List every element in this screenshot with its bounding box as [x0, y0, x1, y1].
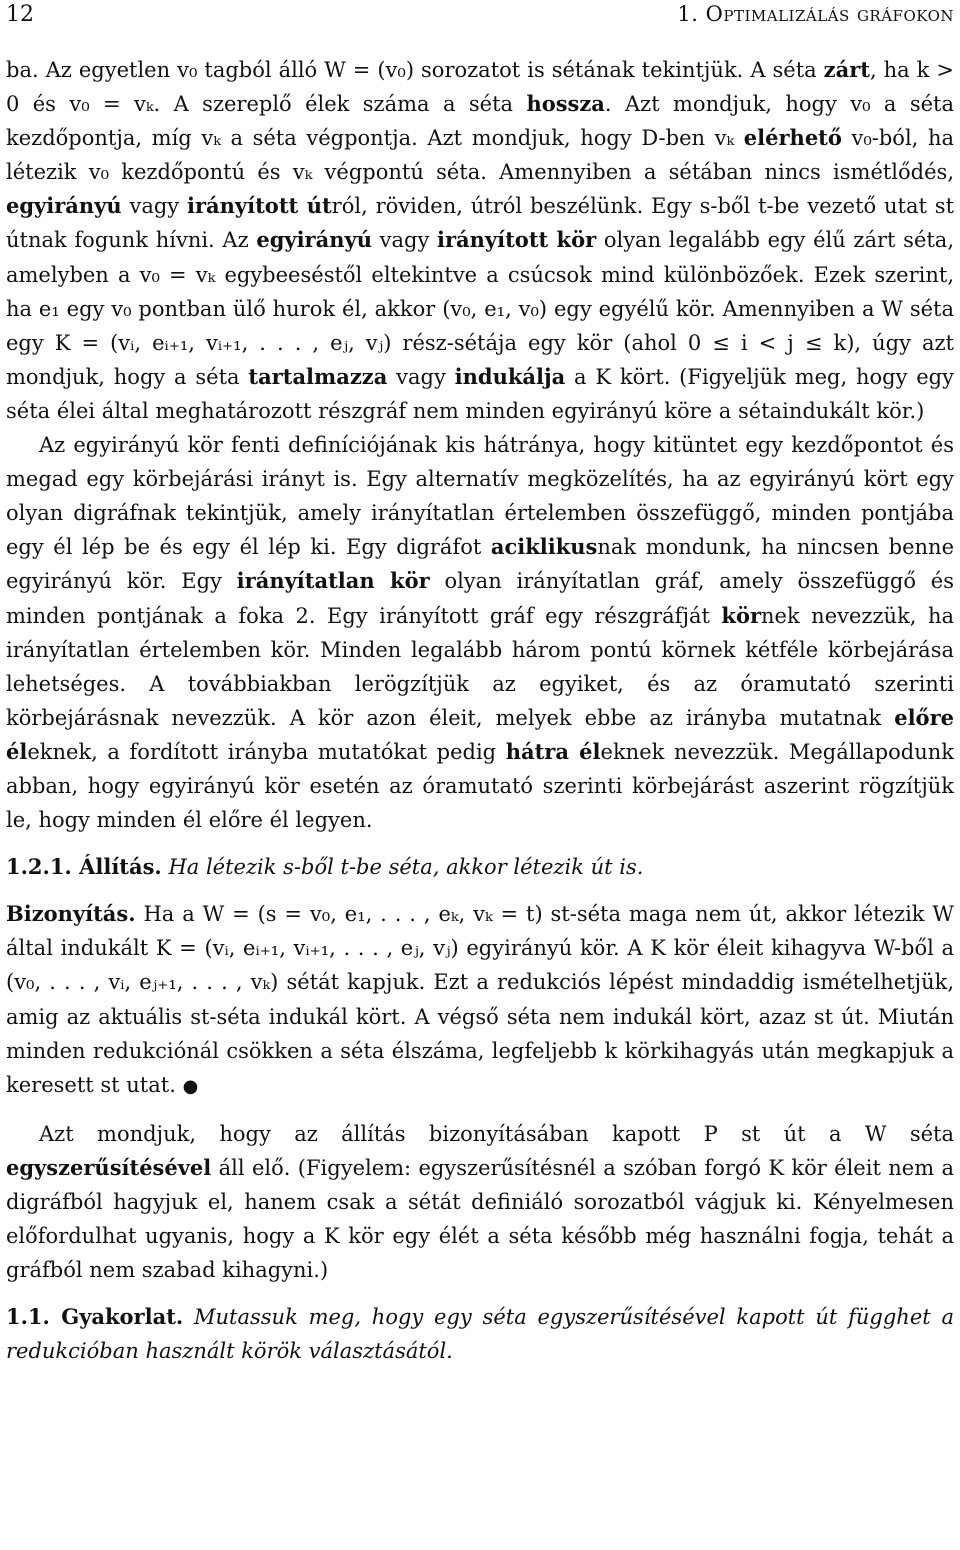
text-run: áll elő. (Figyelem: egyszerűsítésnél a szóban forgó K kör éleit nem a digráfból hagyjuk el, hanem csak a sétát definiáló sorozatból vágjuk ki. Kényelmesen előfordulhat ugyanis, hogy a K kör egy élét a séta később még használni fogja, tehát a gráfból nem szabad kihagyni.): [6, 1155, 954, 1283]
text-run: v₀-ból, ha létezik v₀ kezdőpontú és vₖ végpontú séta. Amennyiben a sétában nincs ismétlődés,: [6, 126, 954, 185]
paragraph-simplification: [6, 1117, 954, 1287]
term-reachable: elérhető: [743, 125, 842, 151]
term-backward-edge: hátra él: [505, 738, 601, 764]
text-run: a K kört. (Figyeljük meg, hogy egy séta élei által meghatározott részgráf nem minden egyirányú köre a sétaindukált kör.): [6, 364, 954, 423]
claim-text: Ha létezik s-ből t-be séta, akkor létezik út is.: [168, 855, 644, 880]
proof: [6, 897, 954, 1104]
text-run: olyan irányítatlan gráf, amely összefüggő és minden pontjának a fokа 2. Egy irányított gráf egy részgráfját: [6, 569, 954, 628]
paragraph-cycle-alternative: [6, 428, 954, 837]
text-run: nek nevezzük, ha irányítatlan értelemben kör. Minden legalább három pontú körnek kétféle körbejárása lehetséges. A továbbiakban lerögzítjük az egyiket, és az óramutató szerinti körbejárásnak nevezzük. A kör azon éleit, melyek ebbe az irányba mutatnak: [6, 603, 955, 730]
text-run: eknek, a fordított irányba mutatókat pedig: [27, 739, 506, 764]
proof-text: Ha a W = (s = v₀, e₁, . . . , eₖ, vₖ = t) st-séta maga nem út, akkor létezik W által indukált K = (vᵢ, eᵢ₊₁, vᵢ₊₁, . . . , eⱼ, vⱼ) egyirányú kör. A K kör éleit kihagyva W-ből a (v₀, . . . , vᵢ, eⱼ₊₁, . . . , vₖ) sétát kapjuk. Ezt a redukciós lépést mindaddig ismételhetjük, amig az aktuális st-séta indukál kört. A végső séta nem indukál kört, azaz st út. Miután minden redukciónál csökken a séta élszáma, legfeljebb k körkihagyás után megkapjuk a keresett st utat.: [6, 902, 954, 1097]
exercise: [6, 1300, 954, 1368]
term-length: hossza: [526, 91, 605, 117]
text-run: nak mondunk, ha nincsen benne egyirányú kör. Egy: [6, 535, 954, 594]
term-cycle: kör: [721, 602, 762, 628]
text-run: Az egyirányú kör fenti definíciójának kis hátránya, hogy kitüntet egy kezdőpontot és megad egy körbejárási irányt is. Egy alternatív megközelítés, ha az egyirányú kört egy olyan digráfnak tekintjük, amely irányítatlan értelemben összefüggő, minden pontjába egy él lép be és egy él lép ki. Egy digráfot: [6, 433, 954, 560]
claim-label: 1.2.1. Állítás.: [6, 854, 162, 880]
paragraph-walk-definitions: [6, 53, 954, 428]
claim: [6, 850, 954, 884]
text-run: olyan legalább egy élű zárt séta, amelyben a v₀ = vₖ egybeeséstől eltekintve a csúcsok mind különbözőek. Ezek szerint, ha e₁ egy v₀ pontban ülő hurok él, akkor (v₀, e₁, v₀) egy egyélű kör. Amennyiben a W séta egy K = (vᵢ, eᵢ₊₁, vᵢ₊₁, . . . , eⱼ, vⱼ) rész-sétája egy kör (ahol 0 ≤ i < j ≤ k), úgy azt mondjuk, hogy a séta: [6, 228, 955, 389]
term-one-way-cycle: egyirányú: [256, 227, 372, 253]
text-run: eknek nevezzük. Megállapodunk abban, hogy egyirányú kör esetén az óramutató szerinti körbejárást aszerint rögzítjük le, hogy minden él előre él legyen.: [6, 739, 954, 833]
page: [6, 0, 955, 1364]
proof-label: Bizonyítás.: [6, 901, 136, 927]
text-run: . Azt mondjuk, hogy v₀ a séta kezdőpontja, míg vₖ a séta végpontja. Azt mondjuk, hogy D-ben vₖ: [6, 92, 954, 151]
term-contains: tartalmazza: [248, 363, 388, 389]
page-header: [6, 0, 954, 40]
term-directed-cycle: irányított kör: [437, 227, 597, 253]
text-run: vagy: [121, 194, 188, 219]
exercise-label: 1.1. Gyakorlat.: [6, 1304, 184, 1330]
text-run: Azt mondjuk, hogy az állítás bizonyításában kapott P st út a W séta: [39, 1121, 954, 1146]
text-run: vagy: [387, 364, 455, 389]
term-induces: indukálja: [454, 363, 566, 389]
term-forward-edge: előre él: [6, 704, 954, 764]
term-directed-path: irányított út: [187, 193, 332, 219]
text-run: ról, röviden, útról beszélünk. Egy s-ből t-be vezető utat st útnak fogunk hívni. Az: [6, 194, 955, 253]
term-simplification: egyszerűsítésével: [6, 1154, 212, 1180]
term-closed: zárt: [823, 57, 870, 82]
qed-bullet: ●: [182, 1075, 199, 1097]
text-run: ba. Az egyetlen v₀ tagból álló W = (v₀) sorozatot is sétának tekintjük. A séta: [6, 58, 824, 82]
text-run: vagy: [371, 228, 438, 253]
exercise-text: Mutassuk meg, hogy egy séta egyszerűsítésével kapott út függhet a redukcióban használt körök választásától.: [6, 1305, 954, 1364]
term-acyclic: aciklikus: [490, 534, 598, 560]
term-one-way: egyirányú: [6, 193, 122, 219]
term-undirected-cycle: irányítatlan kör: [236, 568, 430, 594]
text-run: , ha k > 0 és v₀ = vₖ. A szereplő élek száma a séta: [6, 58, 954, 117]
page-number: 12: [6, 2, 34, 27]
running-head: 1. Optimalizálás gráfokon: [677, 2, 954, 26]
body-text: [6, 53, 954, 1368]
